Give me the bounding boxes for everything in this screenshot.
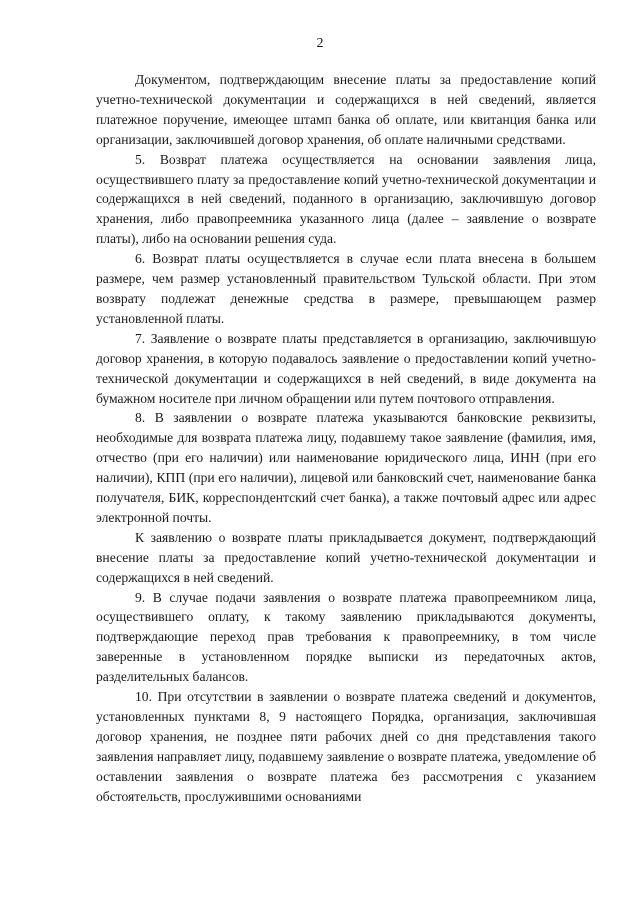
page-number: 2 xyxy=(316,36,324,51)
paragraph-10-missing-info: 10. При отсутствии в заявлении о возврате платежа сведений и документов, установленных пунктами 8, 9 настоящего Порядка, организация, заключившая договор хранения, не позднее пяти рабочих дней со дня представления такого заявления направляет лицу, подавшему заявление о возврате платежа, уведомление об оставлении заявления о возврате платежа без рассмотрения с указанием обстоятельств, прослужившими основаниями xyxy=(96,689,596,804)
paragraph-payment-document: Документом, подтверждающим внесение платы за предоставление копий учетно-технической документации и содержащихся в ней сведений, является платежное поручение, имеющее штамп банка об оплате, или квитанция банка или организации, заключившей договор хранения, об оплате наличными средствами. xyxy=(96,72,596,147)
paragraph-8-bank-details: 8. В заявлении о возврате платежа указываются банковские реквизиты, необходимые для возврата платежа лицу, подавшему такое заявление (фамилия, имя, отчество (при его наличии) или наименование юридического лица, ИНН (при его наличии), КПП (при его наличии), лицевой или банковский счет, наименование банка получателя, БИК, корреспондентский счет банка), а также почтовый адрес или адрес электронной почты. xyxy=(96,410,596,525)
paragraph-5-refund-basis: 5. Возврат платежа осуществляется на основании заявления лица, осуществившего плату за предоставление копий учетно-технической документации и содержащихся в ней сведений, поданного в организацию, заключившую договор хранения, либо правопреемника указанного лица (далее – заявление о возврате платы), либо на основании решения суда. xyxy=(96,151,596,247)
paragraph-8-attachment: К заявлению о возврате платы прикладывается документ, подтверждающий внесение платы за предоставление копий учетно-технической документации и содержащихся в ней сведений. xyxy=(96,529,596,585)
paragraph-6-overpayment: 6. Возврат платы осуществляется в случае если плата внесена в большем размере, чем размер установленный правительством Тульской области. При этом возврату подлежат денежные средства в размере, превышающем размер установленной платы. xyxy=(96,251,596,326)
paragraph-7-application-submission: 7. Заявление о возврате платы представляется в организацию, заключившую договор хранения, в которую подавалось заявление о предоставлении копий учетно-технической документации и содержащихся в ней сведений, в виде документа на бумажном носителе при личном обращении или путем почтового отправления. xyxy=(96,330,596,406)
paragraph-9-successor: 9. В случае подачи заявления о возврате платежа правопреемником лица, осуществившего оплату, к такому заявлению прикладываются документы, подтверждающие переход прав требования к правопреемнику, в том числе заверенные в установленном порядке выписки из передаточных актов, разделительных балансов. xyxy=(96,589,596,685)
document-body xyxy=(96,70,596,807)
